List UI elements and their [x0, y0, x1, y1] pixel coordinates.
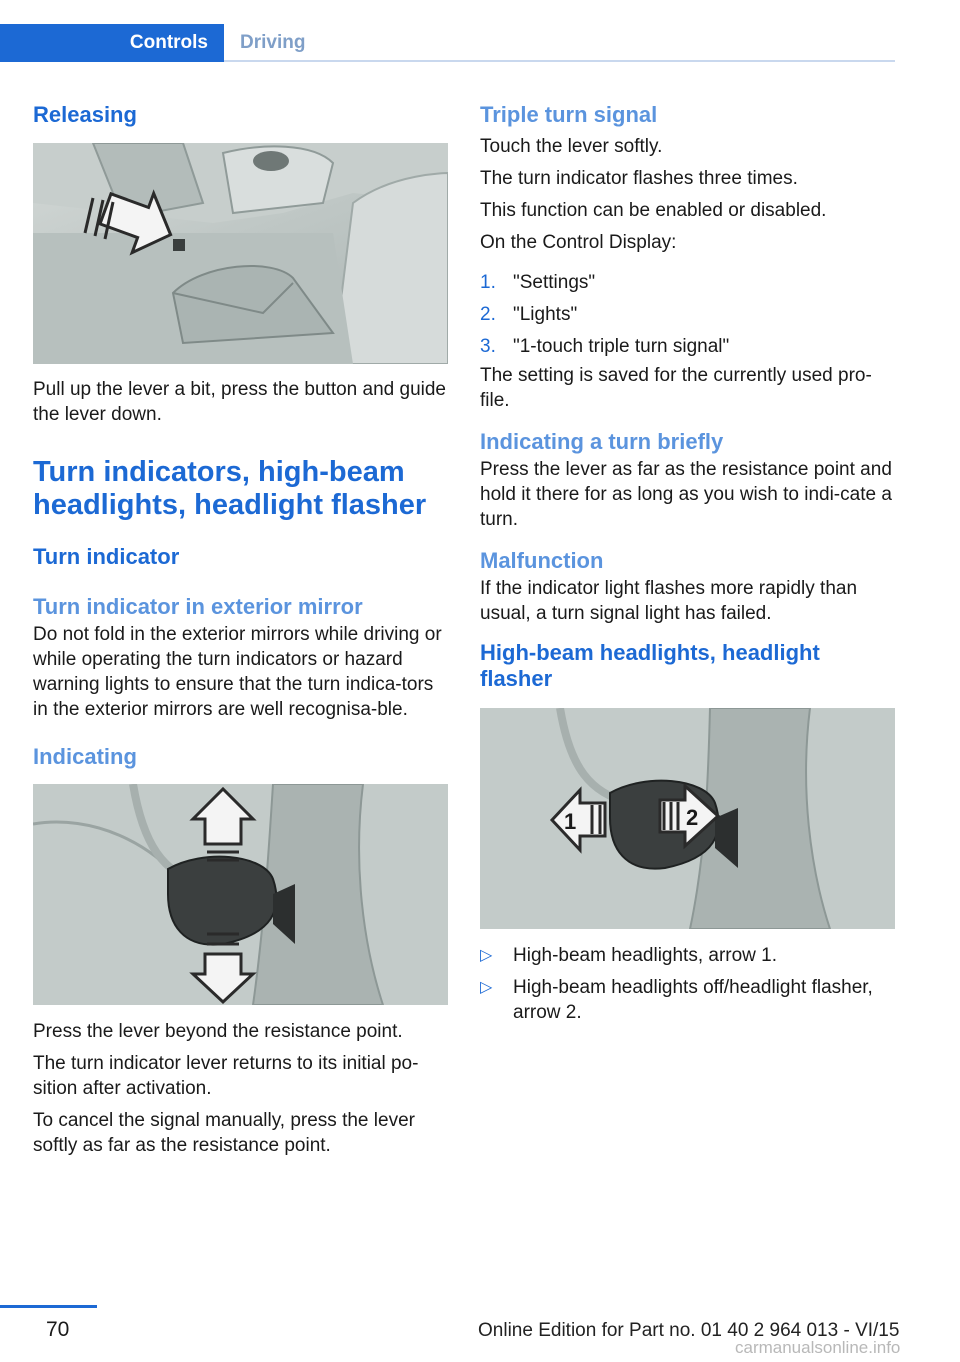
- tab-controls[interactable]: Controls: [0, 24, 224, 62]
- high-beam-lever-illustration: [480, 708, 895, 929]
- list-item: ▷ High-beam headlights, arrow 1.: [480, 945, 778, 966]
- watermark: carmanualsonline.info: [735, 1338, 901, 1357]
- settings-steps: [480, 267, 895, 363]
- tab-driving[interactable]: Driving: [240, 32, 306, 53]
- left-column: [33, 100, 448, 1158]
- indicating-text-2: The turn indicator lever returns to its initial po-sition after activation.: [33, 1053, 419, 1099]
- indicating-text-3: To cancel the signal manually, press the lever softly as far as the resistance point.: [33, 1110, 415, 1156]
- triangle-bullet-icon: ▷: [480, 979, 493, 996]
- triple-text-4: On the Control Display:: [480, 232, 677, 253]
- briefly-text: Press the lever as far as the resistance point and hold it there for as long as you wish to indi-cate a turn.: [480, 459, 892, 530]
- triple-text-5: The setting is saved for the currently used pro-file.: [480, 365, 872, 411]
- highbeam-heading: High-beam headlights, headlight flasher: [480, 640, 820, 691]
- turn-indicator-heading: Turn indicator: [33, 544, 180, 569]
- triple-text-1: Touch the lever softly.: [480, 136, 663, 157]
- indicating-text-1: Press the lever beyond the resistance point.: [33, 1021, 403, 1042]
- briefly-heading: Indicating a turn briefly: [480, 429, 724, 454]
- triangle-bullet-icon: ▷: [480, 947, 493, 964]
- turn-lever-illustration: [33, 784, 448, 1005]
- highbeam-figure: [480, 708, 895, 929]
- mirror-heading: Turn indicator in exterior mirror: [33, 594, 363, 619]
- malfunction-heading: Malfunction: [480, 548, 604, 573]
- list-item: 2. "Lights": [480, 304, 578, 325]
- indicating-figure: [33, 784, 448, 1005]
- list-item: ▷ High-beam headlights off/headlight flasher, arrow 2.: [480, 977, 873, 1023]
- arrow-label-1: 1: [564, 809, 577, 834]
- list-item: 3. "1-touch triple turn signal": [480, 336, 730, 357]
- releasing-heading: Releasing: [33, 102, 137, 127]
- tab-underline: [224, 60, 895, 62]
- mirror-text: Do not fold in the exterior mirrors while driving or while operating the turn indicators or hazard warning lights to ensure that the turn indica-tors in the exterior mirrors are well recognisa-ble.: [33, 624, 442, 720]
- section-title: Turn indicators, high-beam headlights, headlight flasher: [33, 456, 427, 521]
- triple-text-2: The turn indicator flashes three times.: [480, 168, 798, 189]
- triple-text-3: This function can be enabled or disabled.: [480, 200, 827, 221]
- edition-text: Online Edition for Part no. 01 40 2 964 013 - VI/15: [478, 1320, 900, 1341]
- malfunction-text: If the indicator light flashes more rapidly than usual, a turn signal light has failed.: [480, 578, 858, 624]
- footer-rule: [0, 1305, 97, 1308]
- highbeam-bullets: [480, 943, 895, 1025]
- list-item: 1. "Settings": [480, 272, 596, 293]
- right-column: [480, 100, 895, 1025]
- chapter-tabs: [0, 24, 895, 62]
- parking-brake-illustration: [33, 143, 448, 364]
- indicating-heading: Indicating: [33, 744, 137, 769]
- triple-turn-heading: Triple turn signal: [480, 102, 658, 127]
- arrow-label-2: 2: [686, 805, 699, 830]
- releasing-text: Pull up the lever a bit, press the button and guide the lever down.: [33, 379, 446, 425]
- parking-brake-figure: [33, 143, 448, 364]
- page-number: 70: [46, 1318, 70, 1341]
